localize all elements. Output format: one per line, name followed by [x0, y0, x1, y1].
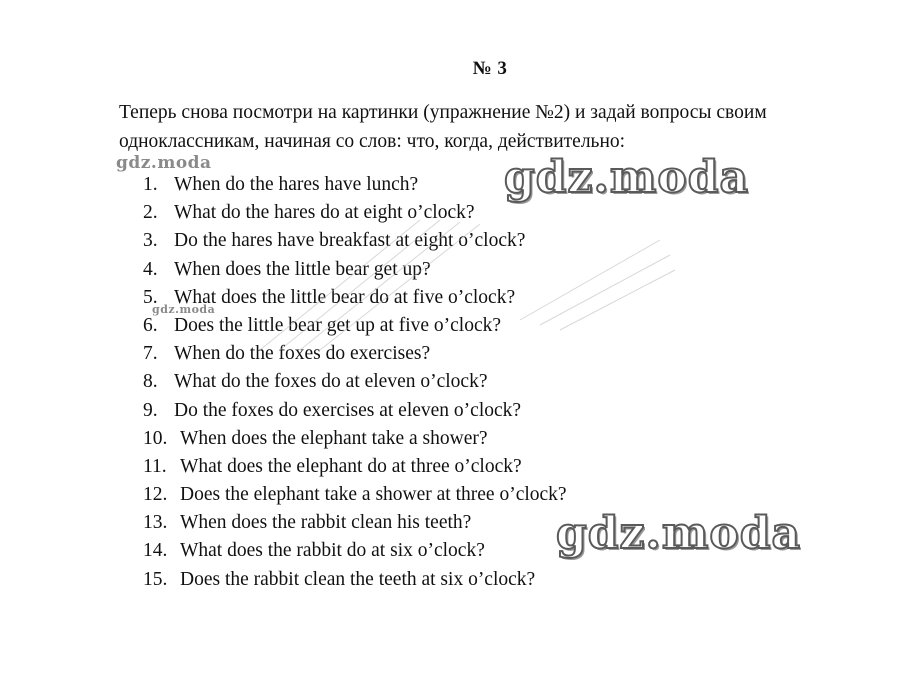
question-item [143, 368, 567, 396]
question-number: 14. [143, 540, 168, 562]
question-text: What does the elephant do at three o’clock? [180, 455, 522, 477]
question-number: 5. [143, 286, 158, 308]
question-text: When does the elephant take a shower? [180, 427, 488, 449]
question-number: 1. [143, 174, 158, 195]
question-item [143, 509, 567, 537]
question-item [143, 537, 567, 565]
instruction-line-1: Теперь снова посмотри на картинки (упражнение №2) и задай вопросы своим [119, 102, 767, 123]
question-item [143, 453, 567, 481]
question-number: 13. [143, 512, 168, 534]
watermark-logo: gdz.moda [504, 152, 750, 203]
question-text: Does the little bear get up at five o’clock? [174, 314, 502, 336]
question-text: When do the foxes do exercises? [174, 343, 431, 365]
question-number: 15. [143, 568, 168, 590]
question-number: 7. [143, 343, 158, 365]
question-item [143, 566, 567, 594]
question-number: 9. [143, 399, 158, 421]
question-item [143, 481, 567, 509]
question-number: 6. [143, 314, 158, 336]
question-text: What do the hares do at eight o’clock? [174, 202, 475, 224]
question-item [143, 397, 567, 425]
instruction-line-2: одноклассникам, начиная со слов: что, когда, действительно: [119, 131, 626, 152]
question-number: 2. [143, 202, 158, 224]
question-text: When do the hares have lunch? [174, 174, 419, 195]
watermark-scribble [220, 200, 680, 360]
question-text: Does the elephant take a shower at three o’clock? [180, 484, 567, 506]
question-text: Do the foxes do exercises at eleven o’clock? [174, 399, 522, 421]
question-number: 8. [143, 371, 158, 393]
question-number: 12. [143, 484, 168, 506]
watermark-text: gdz.moda [152, 303, 216, 316]
exercise-number: № 3 [472, 58, 508, 79]
question-text: What does the rabbit do at six o’clock? [180, 540, 485, 562]
question-number: 4. [143, 258, 158, 280]
question-text: Does the rabbit clean the teeth at six o’clock? [180, 568, 536, 590]
exercise-instructions [119, 98, 849, 156]
watermark-logo: gdz.moda [556, 508, 802, 559]
question-number: 10. [143, 427, 168, 449]
question-text: When does the rabbit clean his teeth? [180, 512, 472, 534]
watermark-text: gdz.moda [116, 153, 212, 173]
question-text: What do the foxes do at eleven o’clock? [174, 371, 488, 393]
question-number: 3. [143, 230, 158, 252]
question-item [143, 425, 567, 453]
question-text: What does the little bear do at five o’clock? [174, 286, 516, 308]
question-text: When does the little bear get up? [174, 258, 431, 280]
question-number: 11. [143, 455, 167, 477]
question-text: Do the hares have breakfast at eight o’clock? [174, 230, 526, 252]
